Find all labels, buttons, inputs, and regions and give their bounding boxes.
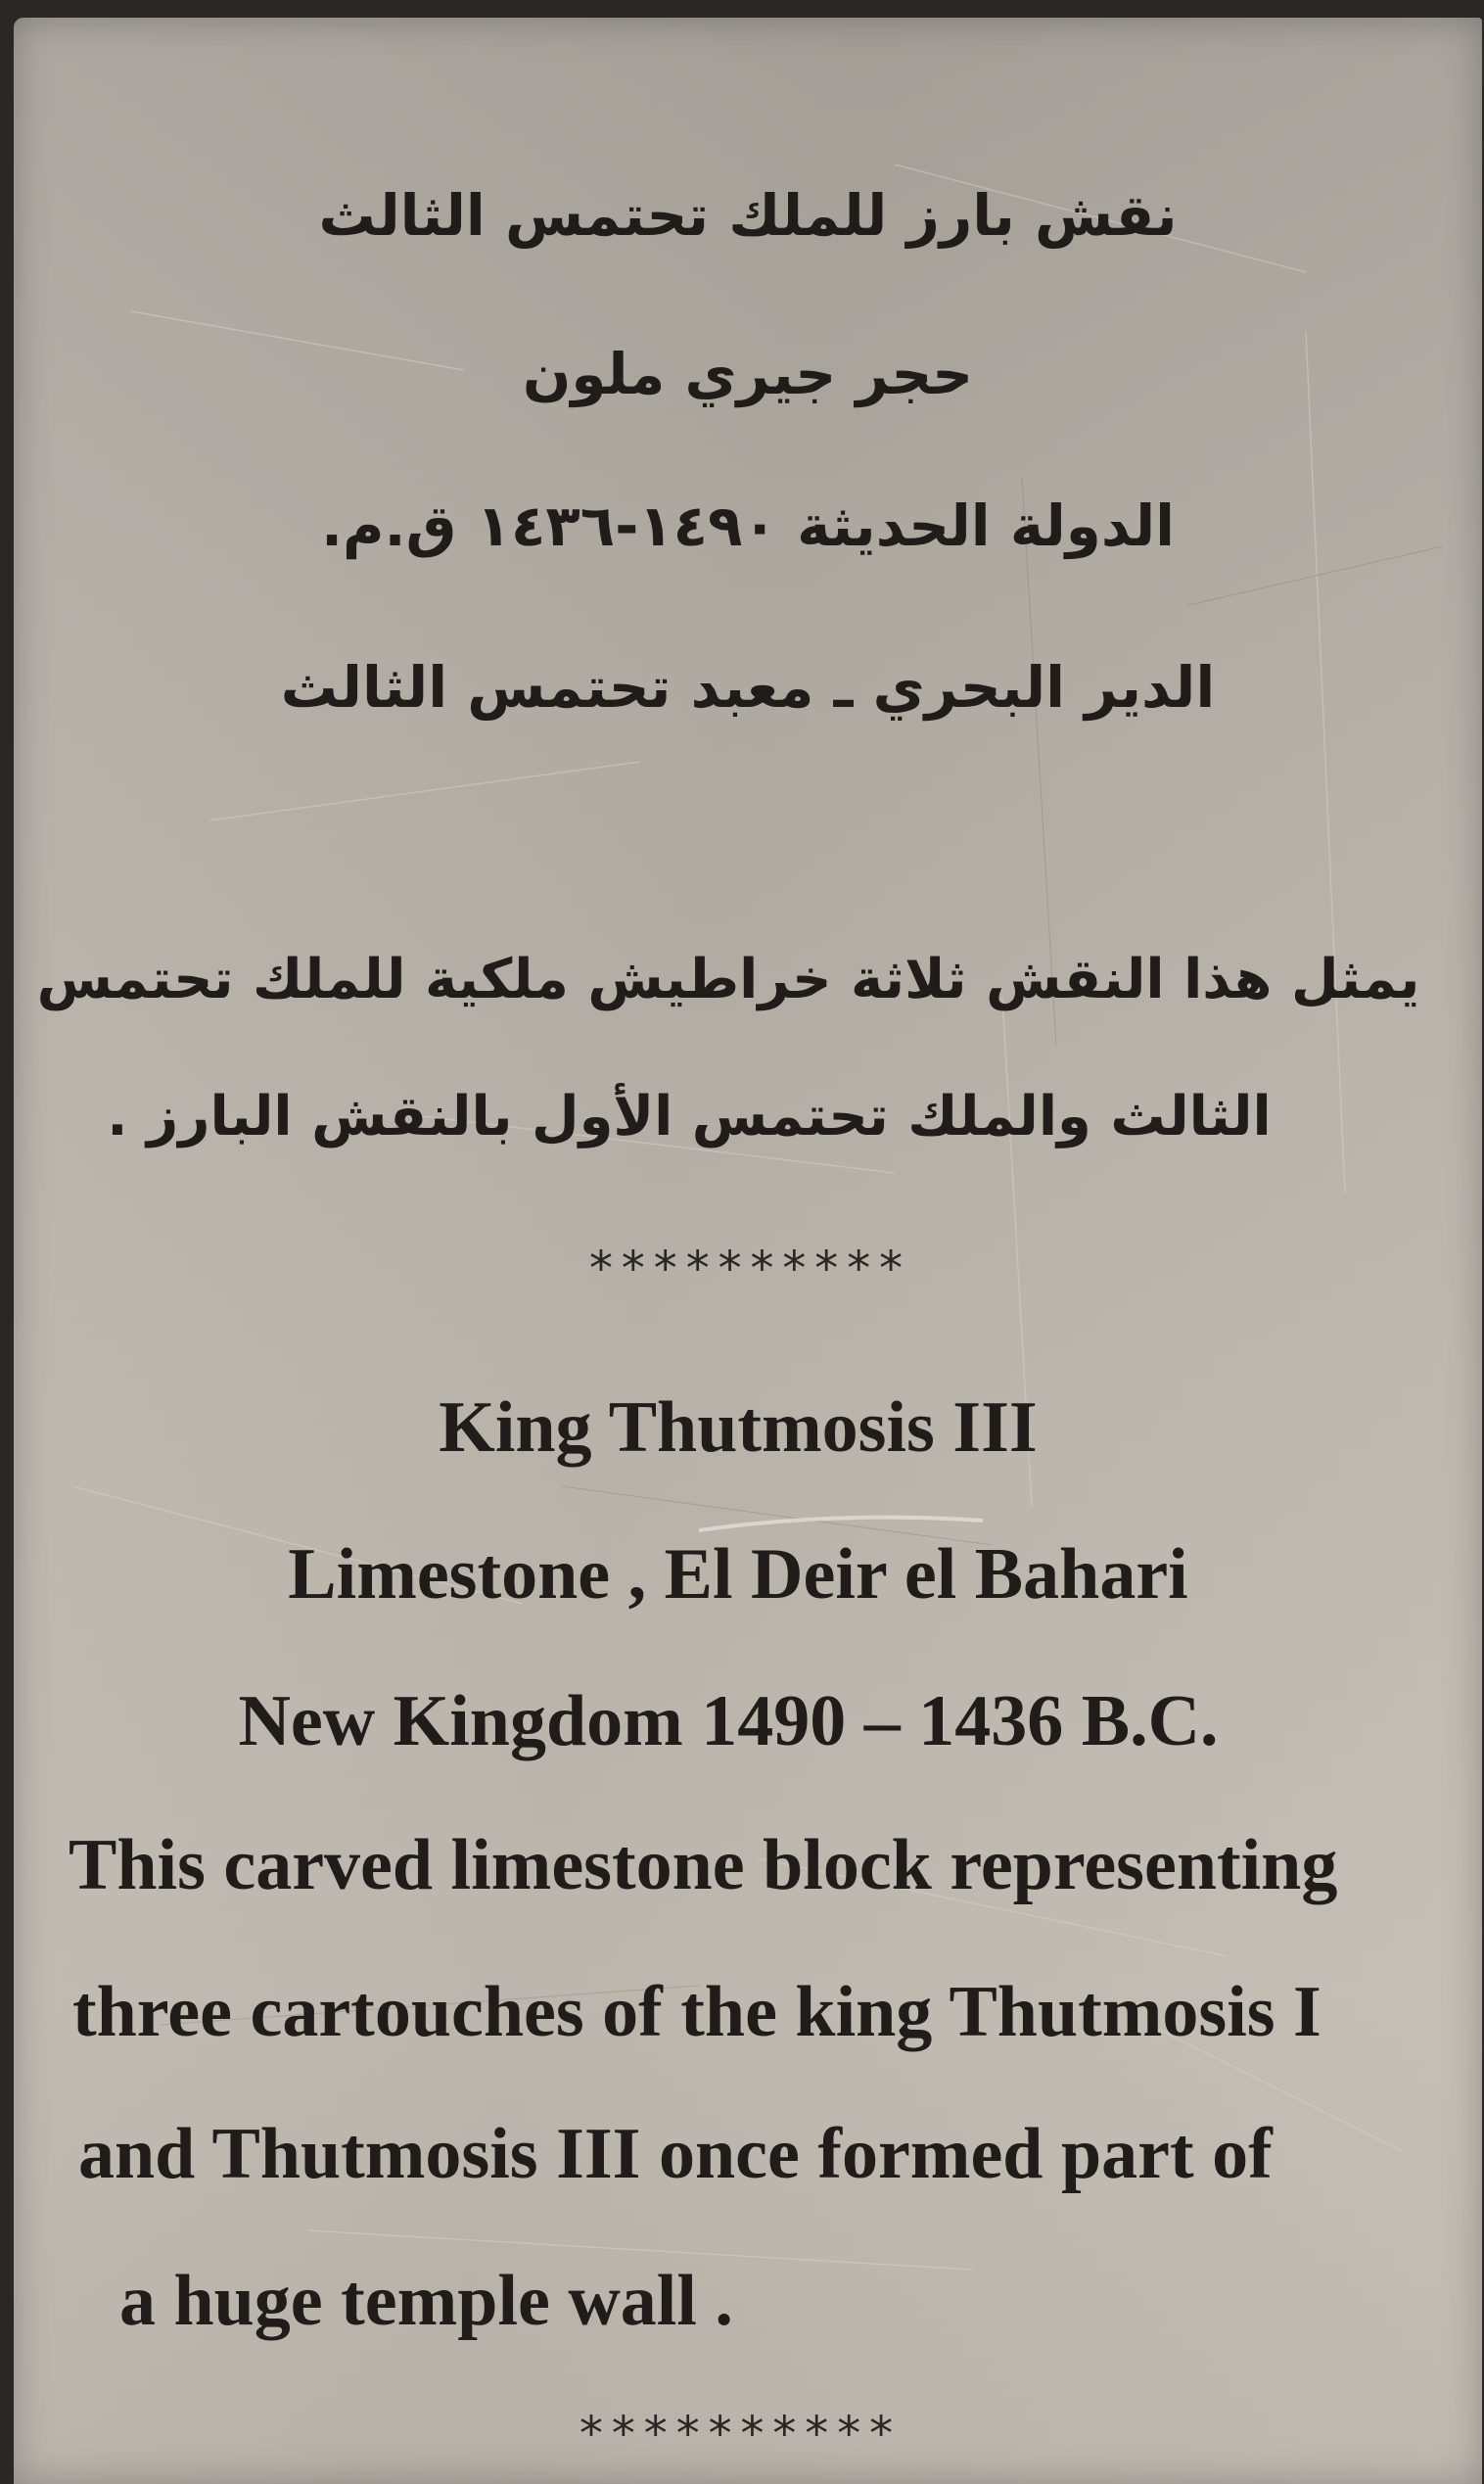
separator-bottom: ********** (577, 2407, 900, 2461)
arabic-material: حجر جيري ملون (522, 341, 974, 407)
arabic-period: الدولة الحديثة ١٤٩٠-١٤٣٦ ق.م. (320, 492, 1176, 559)
english-period: New Kingdom 1490 – 1436 B.C. (238, 1681, 1219, 1761)
museum-label-plaque (14, 18, 1482, 2484)
separator-top: ********** (586, 1242, 909, 1296)
english-title: King Thutmosis III (439, 1387, 1038, 1468)
arabic-location: الدير البحري ـ معبد تحتمس الثالث (280, 654, 1216, 721)
arabic-title: نقش بارز للملك تحتمس الثالث (318, 182, 1178, 249)
english-description-line-2: three cartouches of the king Thutmosis I (72, 1972, 1322, 2052)
english-description-line-4: a huge temple wall . (119, 2261, 733, 2341)
arabic-description-line-1: يمثل هذا النقش ثلاثة خراطيش ملكية للملك تحتمس (36, 948, 1420, 1011)
english-description-line-1: This carved limestone block representing (69, 1825, 1338, 1905)
arabic-description-line-2: الثالث والملك تحتمس الأول بالنقش البارز . (107, 1085, 1272, 1148)
english-description-line-3: and Thutmosis III once formed part of (78, 2114, 1273, 2194)
english-material-location: Limestone , El Deir el Bahari (288, 1534, 1188, 1615)
